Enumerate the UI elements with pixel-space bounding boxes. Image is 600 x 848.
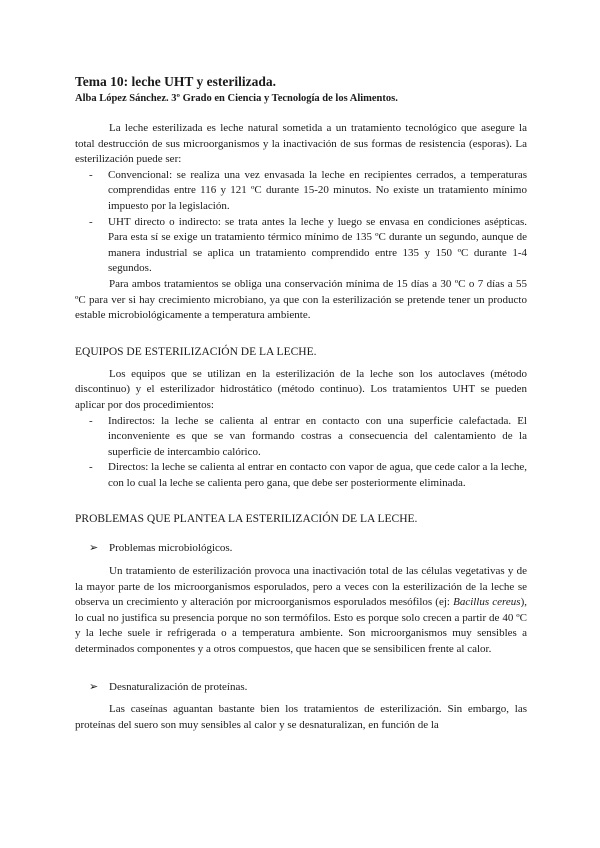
arrow-bullet-icon: ➢ (89, 542, 99, 555)
dash-bullet: - (89, 461, 93, 474)
subsection-label: Desnaturalización de proteínas. (109, 680, 248, 693)
protein-paragraph: Las caseínas aguantan bastante bien los tratamientos de esterilización. Sin embargo, las proteínas del suero son muy sensibles al calor y se desnaturalizan, en función de la (75, 703, 527, 731)
intro-paragraph: La leche esterilizada es leche natural sometida a un tratamiento tecnológico que asegure la total destrucción de sus microorganismos y la inactivación de sus formas de resistencia (esporas). La esterilización puede ser: (75, 122, 527, 166)
equipos-paragraph: Los equipos que se utilizan en la esterilización de la leche son los autoclaves (método discontinuo) y el esterilizador hidrostático (método continuo). Los tratamientos UHT se pueden aplicar por dos procedimientos: (75, 367, 527, 411)
subsection-protein-denaturation (75, 680, 527, 696)
author-line: Alba López Sánchez. 3º Grado en Ciencia y Tecnología de los Alimentos. (75, 93, 398, 104)
species-name: Bacillus cereus (453, 596, 521, 609)
subsection-label: Problemas microbiológicos. (109, 542, 233, 555)
arrow-bullet-icon: ➢ (89, 680, 99, 693)
intro-closing-paragraph: Para ambos tratamientos se obliga una conservación mínima de 15 días a 30 ºC o 7 días a 55 ºC para ver si hay crecimiento microbiano, ya que con la esterilización se pretende tener un producto estable microbiológicamente a temperatura ambiente. (75, 277, 527, 322)
list-item: - Directos: la leche se calienta al entrar en contacto con vapor de agua, que cede calor a la leche, con lo cual la leche se calienta pero gana, que debe ser posteriormente eliminada. (89, 461, 527, 489)
dash-bullet: - (89, 215, 93, 228)
dash-bullet: - (89, 414, 93, 427)
list-item: - Indirectos: la leche se calienta al entrar en contacto con una superficie calefactada. El inconveniente es que se van formando costras a consecuencia del calentamiento de la superficie de intercambio calórico. (89, 414, 527, 458)
sterilization-types-list (75, 168, 527, 277)
section-heading-problemas: PROBLEMAS QUE PLANTEA LA ESTERILIZACIÓN DE LA LECHE. (75, 513, 418, 526)
list-item: - UHT directo o indirecto: se trata antes la leche y luego se envasa en condiciones asépticas. Para esta sí se exige un tratamiento térmico mínimo de 135 ºC durante un segundo, aunque de manera industrial se aplica un tratamiento comprendido entre 135 y 150 ºC durante 1-4 segundos. (89, 215, 527, 275)
uht-procedures-list (75, 414, 527, 492)
subsection-microbiological (75, 541, 527, 557)
list-item: - Convencional: se realiza una vez envasada la leche en recipientes cerrados, a temperaturas comprendidas entre 116 y 121 ºC durante 15-20 minutos. No existe un tratamiento mínimo impuesto por la legislación. (89, 168, 527, 212)
dash-bullet: - (89, 168, 93, 181)
section-heading-equipos: EQUIPOS DE ESTERILIZACIÓN DE LA LECHE. (75, 345, 317, 358)
document-title: Tema 10: leche UHT y esterilizada. (75, 74, 276, 89)
microbiological-paragraph: Un tratamiento de esterilización provoca una inactivación total de las células vegetativas y de la mayor parte de los microorganismos esporulados, pero a veces con la esterilización de la leche se observa un crecimiento y alteración por microorganismos esporulados mesófilos (ej: Bacillus cereus), lo cual no justifica su presencia porque no son termófilos. Esto es porque solo crecen a partir de 40 ºC y la leche suele ir refrigerada o a temperatura ambiente. Son microorganismos muy sensibles a determinados componentes y a otros compuestos, que hacen que se sensibilicen frente al calor. (75, 565, 527, 656)
document-body (75, 73, 527, 733)
